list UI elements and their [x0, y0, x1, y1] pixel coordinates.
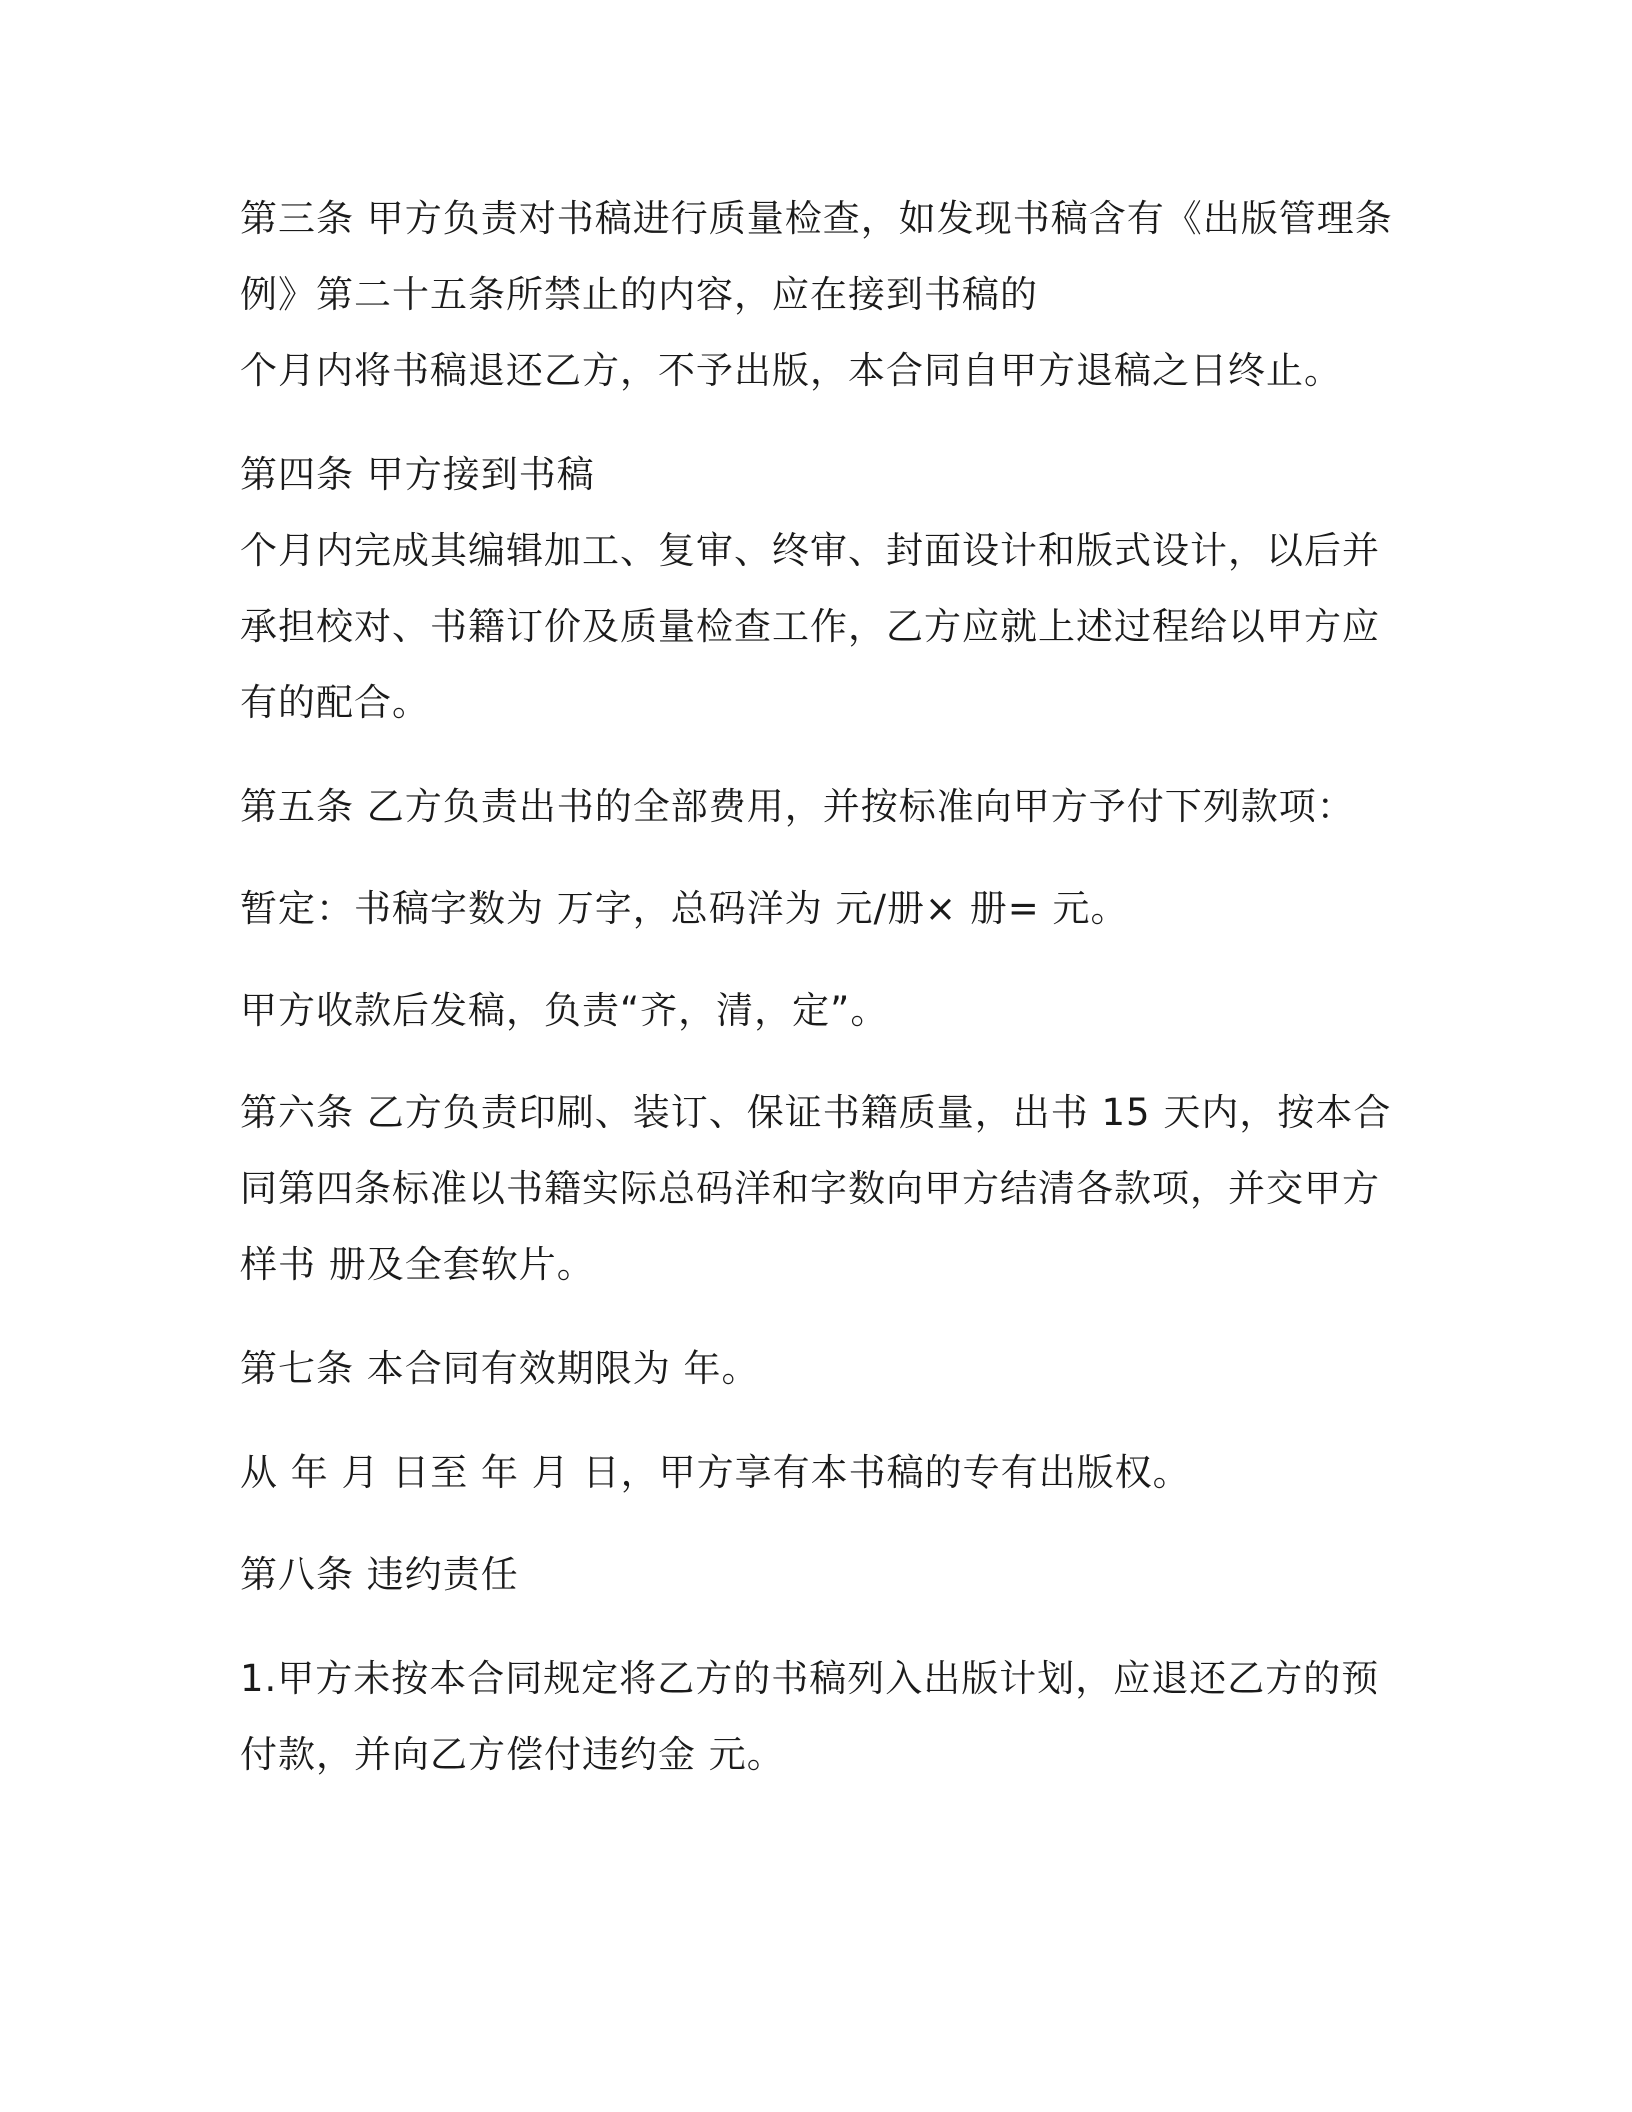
article-8-heading: 第八条 违约责任 — [240, 1553, 519, 1596]
article-6-line-1: 第六条 乙方负责印刷、装订、保证书籍质量，出书 15 天内，按本合 — [240, 1091, 1392, 1134]
article-4-line-2: 承担校对、书籍订价及质量检查工作，乙方应就上述过程给以甲方应 — [240, 605, 1380, 648]
article-3-line-3: 个月内将书稿退还乙方，不予出版，本合同自甲方退稿之日终止。 — [240, 349, 1342, 392]
article-8-item-1-line-1: 1.甲方未按本合同规定将乙方的书稿列入出版计划，应退还乙方的预 — [240, 1657, 1380, 1700]
article-5-line-3: 甲方收款后发稿，负责“齐，清，定”。 — [240, 989, 889, 1032]
article-8-item-1-line-2: 付款，并向乙方偿付违约金 元。 — [240, 1733, 785, 1776]
article-3-line-1: 第三条 甲方负责对书稿进行质量检查，如发现书稿含有《出版管理条 — [240, 197, 1393, 240]
article-7-line-2: 从 年 月 日至 年 月 日，甲方享有本书稿的专有出版权。 — [240, 1451, 1191, 1494]
article-5-line-2: 暂定：书稿字数为 万字，总码洋为 元/册× 册= 元。 — [240, 887, 1129, 930]
article-6-line-2: 同第四条标准以书籍实际总码洋和字数向甲方结清各款项，并交甲方 — [240, 1167, 1380, 1210]
article-6-line-3: 样书 册及全套软片。 — [240, 1243, 595, 1286]
article-5-line-1: 第五条 乙方负责出书的全部费用，并按标准向甲方予付下列款项： — [240, 785, 1355, 828]
article-4-line-3: 有的配合。 — [240, 681, 430, 724]
article-3-line-2: 例》第二十五条所禁止的内容，应在接到书稿的 — [240, 273, 1038, 316]
article-7-line-1: 第七条 本合同有效期限为 年。 — [240, 1347, 760, 1390]
article-4-heading: 第四条 甲方接到书稿 — [240, 453, 595, 496]
article-4-line-1: 个月内完成其编辑加工、复审、终审、封面设计和版式设计，以后并 — [240, 529, 1380, 572]
